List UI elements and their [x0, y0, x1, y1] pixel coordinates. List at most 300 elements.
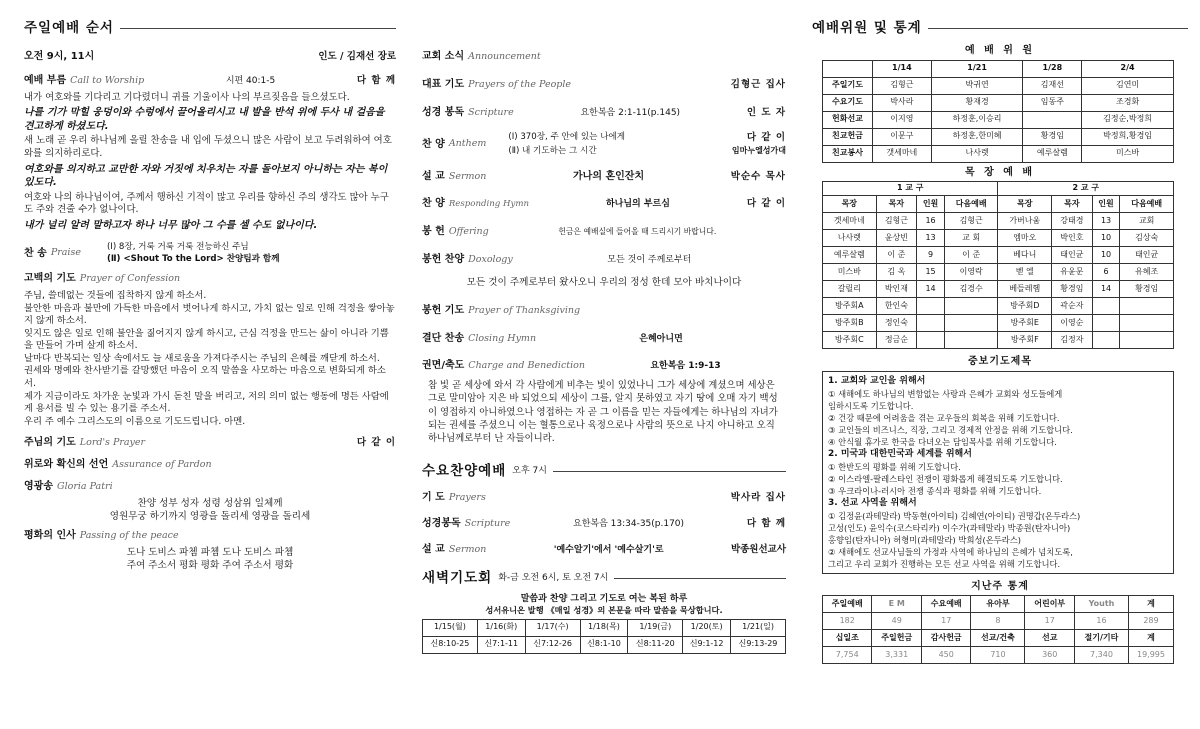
reading-line: 여호와를 의지하고 교만한 자와 거짓에 치우치는 자를 돌아보지 아니하는 자는 복이 있도다.	[24, 163, 388, 189]
item-reference: 요한복음 13:34-35(p.170)	[573, 518, 685, 529]
item-english: Sermon	[448, 170, 487, 182]
table-row	[823, 281, 1174, 298]
table-cell: 김형근	[944, 213, 998, 230]
dawn-reading-table	[422, 619, 786, 654]
order-continued-column	[422, 0, 786, 654]
text-cell: 신7:1-11	[477, 636, 525, 653]
hymn-line: (Ⅱ) <Shout To the Lord> 찬양팀과 함께	[106, 254, 280, 265]
item-title: 성경봉독	[422, 517, 461, 529]
gloria-line: 영원무궁 하기까지 영광을 돌리세 영광을 돌리세	[109, 510, 311, 522]
column-header: 인원	[917, 196, 945, 213]
table-row	[823, 182, 1174, 196]
table-cell: 가버나움	[998, 213, 1052, 230]
date-header: 1/28	[1023, 60, 1082, 77]
date-header: 2/4	[1082, 60, 1174, 77]
doxology-row	[422, 253, 786, 267]
table-cell: 8	[971, 613, 1025, 630]
column-header: 목자	[1052, 196, 1093, 213]
prayer-line: 우리 주 예수 그리스도의 이름으로 기도드립니다. 아멘.	[24, 415, 246, 427]
hymn-title: 하나님의 부르심	[605, 199, 670, 210]
table-row	[823, 196, 1174, 213]
prayer-topic: ① 김정윤(과테말라) 박동현(아이티) 김혜연(아이티) 권명갑(온두라스)	[828, 510, 1081, 521]
item-title: 영광송	[24, 480, 53, 492]
column-header: 유아부	[971, 596, 1025, 613]
table-cell: 360	[1025, 647, 1074, 664]
table-cell: 하정훈,이승리	[931, 111, 1023, 128]
table-cell: 나사렛	[931, 145, 1023, 162]
doxology-title: 모든 것이 주께로부터	[607, 255, 692, 266]
table-cell: 벧 엘	[998, 264, 1052, 281]
lords-prayer-row	[24, 436, 396, 450]
table-cell: 방주회D	[998, 298, 1052, 315]
item-english: Prayer of Confession	[79, 273, 181, 285]
table-cell: 교회	[1120, 213, 1174, 230]
item-english: Passing of the peace	[79, 530, 179, 542]
announcement-row	[422, 50, 786, 64]
table-cell: 예루살렘	[823, 247, 877, 264]
column-header: 주일헌금	[872, 630, 921, 647]
item-english: Responding Hymn	[448, 199, 530, 210]
hymn-line: (Ⅱ) 내 기도하는 그 시간	[508, 146, 597, 157]
column-header: 다음예배	[1120, 196, 1174, 213]
service-time: 화-금 오전 6시, 토 오전 7시	[498, 573, 609, 584]
prayer-line: 잊지도 않은 일로 인해 불안을 짊어지지 않게 하시고, 근심 걱정을 만드는 삶이 아니라 기쁨을 만들어 가며 살게 하소서.	[24, 327, 389, 352]
table-cell: 정금순	[876, 332, 917, 349]
table-cell: 182	[823, 613, 872, 630]
table-row	[823, 647, 1174, 664]
item-leader: 다 같 이	[746, 198, 786, 210]
column-header: 다음예배	[944, 196, 998, 213]
choir-name: 임마누엘성가대	[731, 146, 786, 156]
sermon-row	[422, 170, 786, 184]
prayer-topic: ① 한반도의 평화를 위해 기도합니다.	[828, 461, 961, 472]
table-cell: 곽순자	[1052, 298, 1093, 315]
table-cell: 교 회	[944, 230, 998, 247]
committee-and-stats-column	[812, 0, 1188, 664]
column-header: 어린이부	[1025, 596, 1074, 613]
wednesday-scripture-row	[422, 517, 786, 531]
prayer-topic: ② 새해에도 선교사님들의 가정과 사역에 하나님의 은혜가 넘치도록,	[828, 546, 1073, 557]
reading-line: 내가 여호와를 기다리고 기다렸더니 귀를 기울이사 나의 부르짖음을 들으셨도다.	[24, 91, 350, 103]
reading-line: 나를 기가 막힐 웅덩이와 수렁에서 끌어올리시고 내 발을 반석 위에 두사 내 걸음을 견고하게 하셨도다.	[24, 107, 385, 132]
item-leader: 다 같 이	[746, 132, 786, 144]
table-row	[823, 145, 1174, 162]
table-cell	[1092, 315, 1120, 332]
column-header: 선교	[1025, 630, 1074, 647]
table-cell	[1120, 298, 1174, 315]
item-title: 고백의 기도	[24, 273, 76, 285]
table-cell	[944, 315, 998, 332]
row-label: 친교봉사	[823, 145, 873, 162]
item-leader: 다 함 께	[746, 517, 786, 529]
wednesday-service-header	[422, 459, 786, 483]
dawn-note: 성서유니온 발행 《매일 성경》의 본문을 따라 말씀을 묵상합니다.	[485, 604, 723, 615]
item-english: Charge and Benediction	[468, 360, 585, 372]
item-title: 교회 소식	[422, 51, 465, 62]
item-leader: 다 함 께	[356, 74, 396, 86]
divider	[928, 28, 1188, 29]
table-cell: 유혜조	[1120, 264, 1174, 281]
table-cell: 14	[917, 281, 945, 298]
table-cell: 황경임	[1052, 281, 1093, 298]
item-title: 성경 봉독	[422, 106, 465, 118]
column-header: 목장	[998, 196, 1052, 213]
table-cell	[1023, 111, 1082, 128]
hymn-line: (Ⅰ) 8장, 거룩 거룩 거룩 전능하신 주님	[106, 241, 249, 252]
intercession-caption: 중보기도제목	[968, 356, 1032, 367]
table-cell: 한인숙	[876, 298, 917, 315]
prayer-topic: ② 건강 때문에 어려움을 겪는 교우들의 회복을 위해 기도합니다.	[828, 412, 1060, 423]
date-header: 1/14	[873, 60, 932, 77]
prayer-topic: ③ 우크라이나-러시아 전쟁 종식과 평화를 위해 기도합니다.	[828, 485, 1042, 496]
item-leader: 다 같 이	[356, 437, 396, 449]
table-row	[423, 636, 786, 653]
scripture-row	[422, 106, 786, 120]
day-cell: 1/19(금)	[628, 619, 683, 636]
column-header: 수요예배	[921, 596, 970, 613]
table-cell: 이영순	[1052, 315, 1093, 332]
item-title: 대표 기도	[422, 78, 465, 90]
item-english: Scripture	[464, 517, 511, 529]
item-english: Gloria Patri	[56, 480, 113, 492]
prayer-topic: ④ 안식월 휴가로 한국을 다녀오는 담임목사를 위해 기도합니다.	[828, 436, 1057, 447]
table-cell: 박인재	[876, 281, 917, 298]
table-row	[823, 60, 1174, 77]
table-cell: 이영락	[944, 264, 998, 281]
column-header: 계	[1128, 630, 1173, 647]
text-cell: 신8:11-20	[628, 636, 683, 653]
cell-worship-caption: 목 장 예 배	[964, 166, 1036, 178]
item-reference: 요한복음 1:9-13	[650, 361, 721, 372]
divider	[614, 578, 786, 579]
wednesday-sermon-row	[422, 543, 786, 557]
responding-hymn-row	[422, 197, 786, 211]
day-cell: 1/16(화)	[477, 619, 525, 636]
item-title: 봉헌 찬양	[422, 254, 465, 266]
column-header: 주일예배	[823, 596, 872, 613]
benediction-text: 참 빛 곧 세상에 와서 각 사람에게 비추는 빛이 있었나니 그가 세상에 계셨으며 세상은 그로 말미암아 지은 바 되었으되 세상이 그를, 알지 못하였고 자기 땅에 오매 자기 백성이 영접하지 아니하였으나 영접하는 자 곧 그 이름을 믿는 자들에게는 하나님의 자녀가 되는 권세를 주셨으니 이는 혈통으로나 육정으로나 사람의 뜻으로 나지 아니하고 오직 하나님께로부터 난 자들이니라.	[428, 380, 778, 444]
dawn-prayer-header	[422, 567, 786, 591]
prayer-topic-heading: 3. 선교 사역을 위해서	[828, 497, 917, 508]
sermon-title: 가나의 혼인잔치	[573, 170, 645, 182]
table-row	[823, 94, 1174, 111]
day-cell: 1/15(월)	[423, 619, 478, 636]
prayer-line: 권세와 명예와 찬사받기를 갈망했던 마음이 오직 말씀을 사모하는 마음으로 변화되게 하소서.	[24, 365, 386, 389]
item-title: 위로와 확신의 선언	[24, 458, 109, 470]
item-english: Scripture	[468, 106, 514, 118]
table-cell: 김형근	[873, 77, 932, 94]
district-header: 2 교 구	[998, 182, 1174, 196]
district-header: 1 교 구	[823, 182, 998, 196]
table-cell: 박귀연	[931, 77, 1023, 94]
item-leader: 김형근 집사	[730, 78, 786, 90]
table-cell: 김경수	[944, 281, 998, 298]
table-cell: 황재경	[931, 94, 1023, 111]
prayer-topic: 홍향임(탄자니아) 허형미(과테말라) 박희성(온두라스)	[828, 534, 1022, 545]
table-cell: 13	[1092, 213, 1120, 230]
table-cell: 나사렛	[823, 230, 877, 247]
table-cell: 미스바	[1082, 145, 1174, 162]
item-english: Call to Worship	[70, 74, 145, 86]
reading-line: 내가 널리 알려 말하고자 하나 너무 많아 그 수를 셀 수도 없나이다.	[24, 220, 318, 232]
item-leader: 박종원선교사	[730, 543, 786, 555]
column-header: 인원	[1092, 196, 1120, 213]
table-cell: 엠마오	[998, 230, 1052, 247]
table-row	[823, 247, 1174, 264]
prayer-topic: 고성(인도) 윤익수(코스타리카) 이수가(과테말라) 박종원(탄자니아)	[828, 522, 1071, 533]
section-title: 수요찬양예배	[422, 462, 507, 479]
item-title: 평화의 인사	[24, 530, 76, 542]
table-cell: 김재선	[1023, 77, 1082, 94]
table-row	[823, 332, 1174, 349]
table-row	[823, 128, 1174, 145]
sermon-title: '예수알기'에서 '예수살기'로	[553, 544, 664, 555]
item-english: Closing Hymn	[468, 332, 537, 344]
table-cell: 방주회A	[823, 298, 877, 315]
table-cell: 방주회B	[823, 315, 877, 332]
item-reference: 시편 40:1-5	[225, 75, 276, 86]
table-cell: 하정훈,한미혜	[931, 128, 1023, 145]
hymn-title: 은혜아니면	[639, 333, 683, 344]
table-cell: 10	[1092, 247, 1120, 264]
committee-caption: 예 배 위 원	[964, 45, 1036, 56]
item-english: Prayers	[448, 492, 486, 504]
table-cell: 박인호	[1052, 230, 1093, 247]
table-cell: 예루살렘	[1023, 145, 1082, 162]
table-row	[823, 298, 1174, 315]
item-english: Prayers of the People	[468, 78, 572, 90]
order-of-worship-header	[24, 16, 396, 40]
text-cell: 신8:10-25	[423, 636, 478, 653]
table-cell: 김형근	[876, 213, 917, 230]
day-cell: 1/18(목)	[580, 619, 628, 636]
table-cell: 14	[1092, 281, 1120, 298]
table-cell	[944, 298, 998, 315]
item-leader: 박사라 집사	[730, 492, 786, 504]
item-title: 봉 헌	[422, 226, 445, 238]
text-cell: 신7:12-26	[525, 636, 580, 653]
table-cell: 9	[917, 247, 945, 264]
day-cell: 1/17(수)	[525, 619, 580, 636]
service-time: 오전 9시, 11시	[24, 51, 95, 62]
table-cell: 김 옥	[876, 264, 917, 281]
table-row	[823, 213, 1174, 230]
table-cell: 이 준	[876, 247, 917, 264]
item-reference: 요한복음 2:1-11(p.145)	[580, 107, 681, 118]
table-cell: 17	[921, 613, 970, 630]
table-cell: 조경화	[1082, 94, 1174, 111]
wednesday-prayer-row	[422, 491, 786, 505]
item-title: 설 교	[422, 170, 445, 182]
benediction-row	[422, 359, 786, 373]
table-cell: 윤상빈	[876, 230, 917, 247]
date-header: 1/21	[931, 60, 1023, 77]
item-leader: 박순수 목사	[730, 170, 786, 182]
table-cell: 태인균	[1052, 247, 1093, 264]
table-cell	[944, 332, 998, 349]
prayer-topic: ③ 교인들의 비즈니스, 직장, 그리고 경제적 안정을 위해 기도합니다.	[828, 424, 1073, 435]
peace-row	[24, 529, 396, 543]
table-cell: 이문구	[873, 128, 932, 145]
item-english: Assurance of Pardon	[112, 458, 212, 470]
confession-row	[24, 272, 396, 286]
item-title: 예배 부름	[24, 74, 67, 86]
table-cell	[917, 298, 945, 315]
table-cell: 갈릴리	[823, 281, 877, 298]
table-row	[823, 596, 1174, 613]
section-title: 새벽기도회	[422, 570, 493, 587]
table-row	[823, 230, 1174, 247]
table-cell: 방주회F	[998, 332, 1052, 349]
table-row	[823, 315, 1174, 332]
divider	[553, 471, 786, 472]
prayer-topic: 임하시도록 기도합니다.	[828, 400, 914, 411]
table-cell: 3,331	[872, 647, 921, 664]
thanksgiving-row	[422, 304, 786, 318]
item-title: 결단 찬송	[422, 332, 465, 344]
anthem-row	[422, 131, 786, 157]
section-title: 예배위원 및 통계	[812, 19, 922, 36]
table-cell	[1092, 332, 1120, 349]
table-cell: 49	[872, 613, 921, 630]
item-english: Announcement	[468, 51, 541, 62]
text-cell: 신8:1-10	[580, 636, 628, 653]
table-cell: 미스바	[823, 264, 877, 281]
text-cell: 신9:13-29	[731, 636, 786, 653]
responsive-reading	[24, 92, 396, 233]
item-english: Prayer of Thanksgiving	[468, 304, 581, 316]
table-cell	[1092, 298, 1120, 315]
row-label: 친교헌금	[823, 128, 873, 145]
table-cell: 임동주	[1023, 94, 1082, 111]
table-cell: 베들레헴	[998, 281, 1052, 298]
table-cell: 19,995	[1128, 647, 1173, 664]
stats-caption: 지난주 통계	[971, 580, 1029, 592]
row-label: 수요기도	[823, 94, 873, 111]
table-cell: 10	[1092, 230, 1120, 247]
day-cell: 1/20(토)	[683, 619, 731, 636]
column-header: 십일조	[823, 630, 872, 647]
item-title: 찬 양	[422, 198, 445, 210]
peace-line: 주여 주소서 평화 평화 주여 주소서 평화	[126, 560, 294, 572]
table-cell: 방주회C	[823, 332, 877, 349]
table-cell: 김상숙	[1120, 230, 1174, 247]
table-cell: 겟세마네	[823, 213, 877, 230]
praise-row	[24, 241, 396, 267]
peace-line: 도나 도비스 파쳄 파쳄 도나 도비스 파쳄	[126, 547, 294, 559]
table-cell: 6	[1092, 264, 1120, 281]
table-cell: 김정순,박정희	[1082, 111, 1174, 128]
reading-line: 새 노래 곧 우리 하나님께 올릴 찬송을 내 입에 두셨으니 많은 사람이 보고 두려워하여 여호와를 의지하리로다.	[24, 135, 392, 159]
prayer-line: 날마다 반복되는 일상 속에서도 늘 새로움을 가져다주시는 주님의 은혜를 깨닫게 하소서.	[24, 352, 380, 364]
item-english: Praise	[50, 247, 81, 259]
doxology-text: 모든 것이 주께로부터 왔사오니 우리의 정성 한데 모아 바치나이다	[466, 276, 742, 288]
column-header: 선교/건축	[971, 630, 1025, 647]
confession-prayer	[24, 290, 396, 428]
table-cell: 김정자	[1052, 332, 1093, 349]
column-header: 계	[1128, 596, 1173, 613]
item-english: Anthem	[448, 138, 487, 150]
reading-line: 여호와 나의 하나님이여, 주께서 행하신 기적이 많고 우리를 향하신 주의 생각도 많아 누구도 주와 견줄 수가 없나이다.	[24, 191, 389, 216]
table-cell: 이 준	[944, 247, 998, 264]
order-of-worship-column	[24, 0, 396, 573]
prayer-topic-heading: 2. 미국과 대한민국과 세계를 위해서	[828, 448, 972, 459]
item-english: Offering	[448, 226, 489, 238]
item-title: 찬 양	[422, 138, 445, 150]
item-english: Doxology	[468, 254, 513, 266]
table-row	[823, 613, 1174, 630]
item-title: 기 도	[422, 492, 445, 504]
table-cell: 갯세마네	[873, 145, 932, 162]
table-cell: 김연미	[1082, 77, 1174, 94]
prayer-topic: ① 새해에도 하나님의 변함없는 사랑과 은혜가 교회와 성도들에게	[828, 388, 1063, 399]
prayer-line: 주님, 쓸데없는 것들에 집착하지 않게 하소서.	[24, 290, 207, 302]
table-cell: 이지영	[873, 111, 932, 128]
table-cell: 13	[917, 230, 945, 247]
prayer-topic: 그리고 우리 교회가 진행하는 모든 선교 사역을 위해 기도합니다.	[828, 558, 1061, 569]
closing-hymn-row	[422, 332, 786, 346]
table-cell	[917, 315, 945, 332]
row-label: 헌화선교	[823, 111, 873, 128]
table-cell: 17	[1025, 613, 1074, 630]
table-cell: 16	[1074, 613, 1128, 630]
table-cell: 황경임	[1023, 128, 1082, 145]
table-row	[423, 619, 786, 636]
table-cell: 박사라	[873, 94, 932, 111]
prayer-topic-heading: 1. 교회와 교인을 위해서	[828, 375, 926, 386]
offering-row	[422, 225, 786, 239]
assurance-row	[24, 458, 396, 472]
table-cell: 7,340	[1074, 647, 1128, 664]
item-title: 권면/축도	[422, 360, 465, 372]
table-row	[823, 264, 1174, 281]
intercession-box	[822, 371, 1174, 574]
table-cell: 황경임	[1120, 281, 1174, 298]
dawn-subtitle: 말씀과 찬양 그리고 기도로 여는 복된 하루	[520, 593, 688, 604]
text-cell: 신9:1-12	[683, 636, 731, 653]
column-header: 절기/기타	[1074, 630, 1128, 647]
table-cell: 태인균	[1120, 247, 1174, 264]
table-cell: 16	[917, 213, 945, 230]
table-cell: 베다니	[998, 247, 1052, 264]
table-cell	[917, 332, 945, 349]
item-title: 찬 송	[24, 247, 47, 259]
table-cell: 450	[921, 647, 970, 664]
table-cell: 유윤문	[1052, 264, 1093, 281]
prayer-line: 제가 지금이라도 차가운 눈빛과 가시 돋친 말을 버리고, 저의 의미 없는 행동에 명든 사람에게 용서를 빌 수 있는 용기를 주소서.	[24, 390, 389, 415]
table-row	[823, 77, 1174, 94]
column-header: E M	[872, 596, 921, 613]
item-title: 주님의 기도	[24, 437, 76, 449]
gloria-line: 찬양 성부 성자 성령 성삼위 일체께	[137, 497, 283, 509]
table-cell	[1120, 315, 1174, 332]
table-cell: 7,754	[823, 647, 872, 664]
service-time-row	[24, 50, 396, 64]
gloria-row	[24, 480, 396, 494]
committee-header	[812, 16, 1188, 40]
item-english: Lord's Prayer	[79, 437, 146, 449]
table-cell	[1120, 332, 1174, 349]
cell-worship-table	[822, 181, 1174, 349]
prayer-line: 불안한 마음과 불만에 가득한 마음에서 벗어나게 하시고, 가치 없는 일로 인해 걱정을 쌓아놓지 않게 하소서.	[24, 302, 395, 327]
column-header: 감사헌금	[921, 630, 970, 647]
column-header: 목자	[876, 196, 917, 213]
prayer-topic: ② 이스라엘-팔레스타인 전쟁이 평화롭게 해결되도록 기도합니다.	[828, 473, 1063, 484]
table-cell: 710	[971, 647, 1025, 664]
service-time: 오후 7시	[512, 465, 547, 476]
call-to-worship-row	[24, 74, 396, 88]
table-cell: 방주회E	[998, 315, 1052, 332]
